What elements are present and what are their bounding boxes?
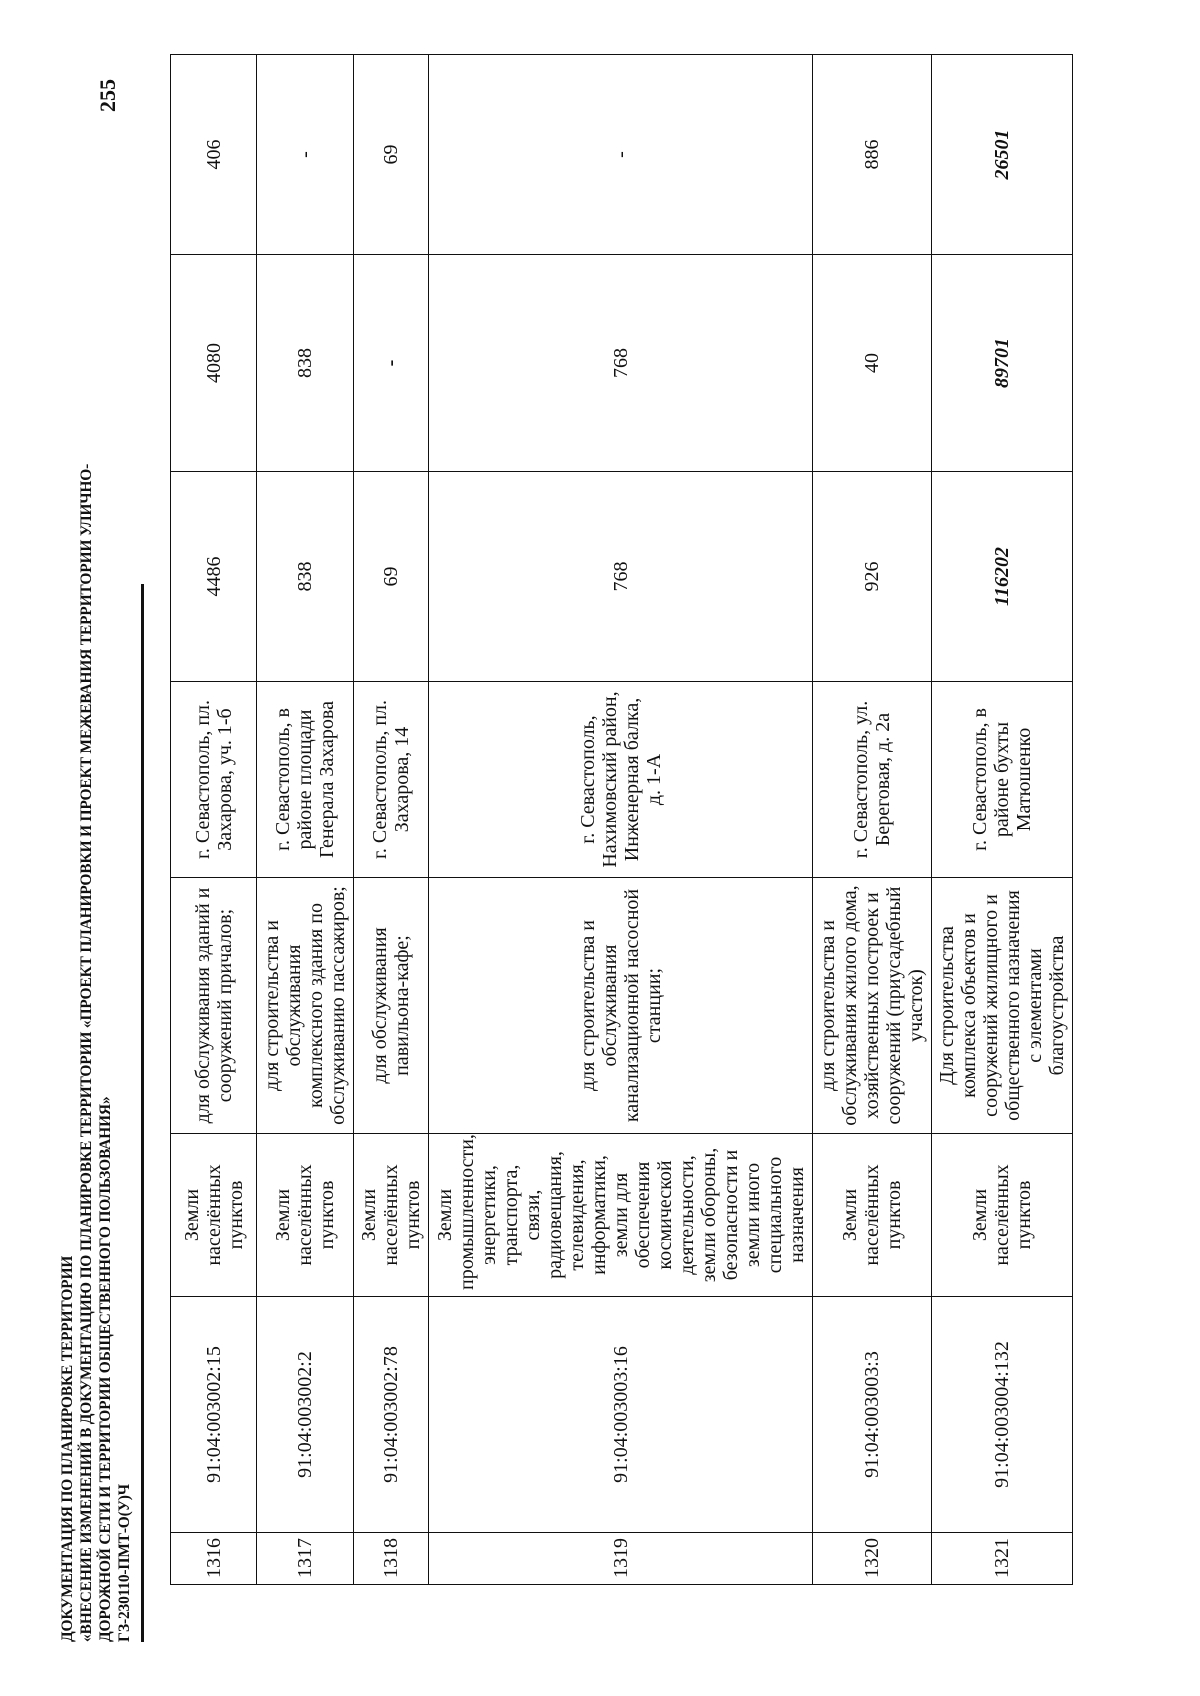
area-a: - bbox=[354, 255, 429, 472]
row-number: 1321 bbox=[932, 1533, 1073, 1585]
header-divider bbox=[141, 584, 144, 1642]
cadastral-number: 91:04:003003:16 bbox=[429, 1297, 813, 1533]
header-line: ДОКУМЕНТАЦИЯ ПО ПЛАНИРОВКЕ ТЕРРИТОРИИ bbox=[59, 1255, 76, 1642]
row-number: 1316 bbox=[171, 1533, 257, 1585]
area-b: 26501 bbox=[932, 55, 1073, 255]
table-row bbox=[257, 55, 354, 1585]
row-number: 1318 bbox=[354, 1533, 429, 1585]
area-a: 89701 bbox=[932, 255, 1073, 472]
area-total: 838 bbox=[257, 472, 354, 682]
row-number: 1317 bbox=[257, 1533, 354, 1585]
permitted-use: для обслуживания зданий и сооружений причалов; bbox=[171, 878, 257, 1134]
permitted-use: для обслуживания павильона-кафе; bbox=[354, 878, 429, 1134]
table-row bbox=[932, 55, 1073, 1585]
cadastral-number: 91:04:003004:132 bbox=[932, 1297, 1073, 1533]
cadastral-number: 91:04:003002:15 bbox=[171, 1297, 257, 1533]
row-number: 1320 bbox=[813, 1533, 932, 1585]
area-total: 4486 bbox=[171, 472, 257, 682]
document-header bbox=[58, 463, 134, 1642]
address: г. Севастополь, пл. Захарова, 14 bbox=[354, 682, 429, 878]
table-row bbox=[813, 55, 932, 1585]
area-b: 406 bbox=[171, 55, 257, 255]
area-b: 69 bbox=[354, 55, 429, 255]
area-a: 4080 bbox=[171, 255, 257, 472]
permitted-use: для строительства и обслуживания канализационной насосной станции; bbox=[429, 878, 813, 1134]
land-category: Земли населённых пунктов bbox=[813, 1134, 932, 1297]
row-number: 1319 bbox=[429, 1533, 813, 1585]
land-category: Земли населённых пунктов bbox=[257, 1134, 354, 1297]
area-b: - bbox=[429, 55, 813, 255]
header-line: ГЗ-230110-ПМТ-О(У)Ч bbox=[116, 1484, 133, 1642]
table-row bbox=[429, 55, 813, 1585]
area-b: 886 bbox=[813, 55, 932, 255]
page-number: 255 bbox=[95, 79, 120, 112]
area-a: 40 bbox=[813, 255, 932, 472]
area-total: 69 bbox=[354, 472, 429, 682]
cadastral-number: 91:04:003002:78 bbox=[354, 1297, 429, 1533]
address: г. Севастополь, в районе бухты Матюшенко bbox=[932, 682, 1073, 878]
table-row bbox=[354, 55, 429, 1585]
area-total: 116202 bbox=[932, 472, 1073, 682]
permitted-use: для строительства и обслуживания жилого дома, хозяйственных построек и сооружений (приусадебный участок) bbox=[813, 878, 932, 1134]
area-total: 926 bbox=[813, 472, 932, 682]
land-category: Земли населённых пунктов bbox=[354, 1134, 429, 1297]
address: г. Севастополь, ул. Береговая, д. 2а bbox=[813, 682, 932, 878]
address: г. Севастополь, пл. Захарова, уч. 1-б bbox=[171, 682, 257, 878]
permitted-use: Для строительства комплекса объектов и сооружений жилищного и общественного назначения с элементами благоустройства bbox=[932, 878, 1073, 1134]
land-category: Земли населённых пунктов bbox=[171, 1134, 257, 1297]
header-line: «ВНЕСЕНИЕ ИЗМЕНЕНИЙ В ДОКУМЕНТАЦИЮ ПО ПЛАНИРОВКЕ ТЕРРИТОРИИ «ПРОЕКТ ПЛАНИРОВКИ И ПРОЕКТ МЕЖЕВАНИЯ ТЕРРИТОРИИ УЛИЧНО- bbox=[78, 463, 95, 1642]
cadastral-number: 91:04:003002:2 bbox=[257, 1297, 354, 1533]
land-plots-table bbox=[170, 54, 1073, 1585]
area-a: 768 bbox=[429, 255, 813, 472]
cadastral-number: 91:04:003003:3 bbox=[813, 1297, 932, 1533]
area-a: 838 bbox=[257, 255, 354, 472]
area-total: 768 bbox=[429, 472, 813, 682]
address: г. Севастополь, в районе площади Генерала Захарова bbox=[257, 682, 354, 878]
area-b: - bbox=[257, 55, 354, 255]
table-row bbox=[171, 55, 257, 1585]
permitted-use: для строительства и обслуживания комплексного здания по обслуживанию пассажиров; bbox=[257, 878, 354, 1134]
land-category: Земли населённых пунктов bbox=[932, 1134, 1073, 1297]
land-category: Земли промышленности, энергетики, транспорта, связи, радиовещания, телевидения, информатики, земли для обеспечения космической деятельности, земли обороны, безопасности и земли иного специального назначения bbox=[429, 1134, 813, 1297]
header-line: ДОРОЖНОЙ СЕТИ И ТЕРРИТОРИИ ОБЩЕСТВЕННОГО ПОЛЬЗОВАНИЯ» bbox=[97, 1096, 114, 1642]
address: г. Севастополь, Нахимовский район, Инженерная балка, д. 1-А bbox=[429, 682, 813, 878]
